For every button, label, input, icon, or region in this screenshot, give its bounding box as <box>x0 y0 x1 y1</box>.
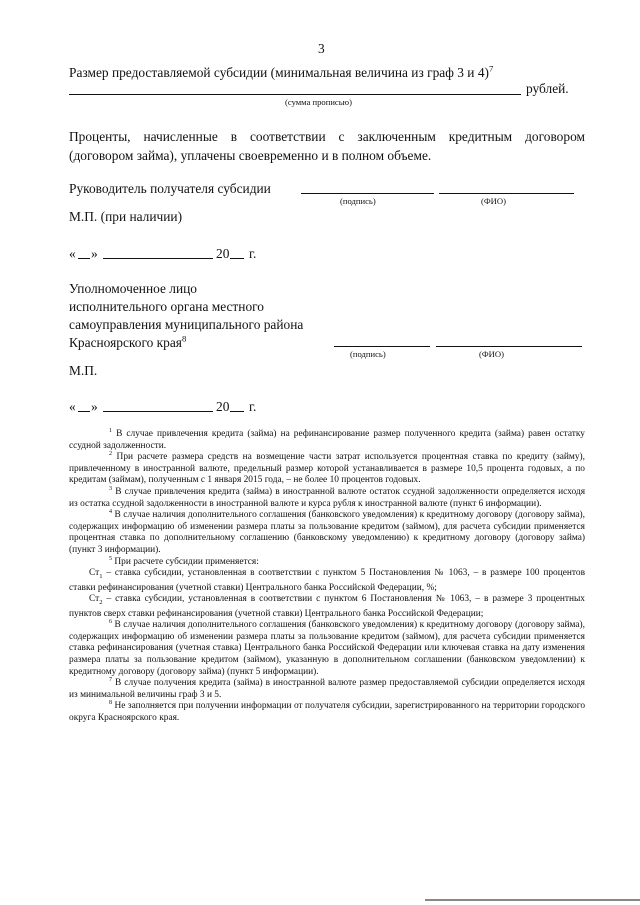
head-signature-caption: (подпись) <box>340 196 376 206</box>
interest-statement: Проценты, начисленные в соответствии с заключенным кредитным договором (договором займа), уплачены своевременно и в полном объеме. <box>69 129 585 163</box>
date2-year-prefix: 20 <box>216 399 230 414</box>
footnote-5-ct2: $Ст_2$ – ставка субсидии, установленная в соответствии с пунктом 6 Постановления № 1063, – в размере 3 процентных пунктов сверх ставки рефинансирования (учетной ставки) Центрального банка Российской Федерации; <box>69 594 585 619</box>
date2-year-suffix: г. <box>249 399 257 414</box>
head-signature-field[interactable] <box>301 193 434 194</box>
date-year-prefix: 20 <box>216 246 230 261</box>
head-label: Руководитель получателя субсидии <box>69 181 271 196</box>
footnote-5-ct1: $Ст_1$ – ставка субсидии, установленная в соответствии с пунктом 5 Постановления № 1063, – в размере 100 процентов ставки рефинансирования (учетной ставки) Центрального банка Российской Федерации, %; <box>69 568 585 593</box>
official-line-3: самоуправления муниципального района <box>69 317 304 332</box>
subsidy-currency: рублей. <box>526 81 569 96</box>
date-year-suffix: г. <box>249 246 257 261</box>
date-close-quote: » <box>91 246 98 261</box>
date2-month-field[interactable] <box>103 411 213 412</box>
footnote-7: $^7$ В случае получения кредита (займа) в иностранной валюте размер предоставляемой субсидии определяется исходя из минимальной величины граф 3 и 5. <box>69 677 585 700</box>
official-line-2: исполнительного органа местного <box>69 299 265 314</box>
official-stamp-label: М.П. <box>69 363 98 378</box>
official-line-1: Уполномоченное лицо <box>69 281 197 296</box>
date2-year-field[interactable] <box>230 411 244 412</box>
date-open-quote: « <box>69 246 76 261</box>
official-line-4: Красноярского края$^8$ <box>69 333 187 350</box>
date2-open-quote: « <box>69 399 76 414</box>
subsidy-amount-caption: (сумма прописью) <box>285 97 352 107</box>
footnote-5: $^5$ При расчете субсидии применяется: <box>109 555 259 567</box>
head-stamp-label: М.П. (при наличии) <box>69 209 183 224</box>
date-month-field[interactable] <box>103 258 213 259</box>
official-name-field[interactable] <box>436 346 582 347</box>
footnote-3: $^3$ В случае привлечения кредита (займа) в иностранной валюте остаток ссудной задолженности определяется исходя из остатка ссудной задолженности в иностранной валюте и курса рубля к иностранной валюте (пункт 6 информации). <box>69 485 586 509</box>
footnote-6: $^6$ В случае наличия дополнительного соглашения (банковского уведомления) к кредитному договору (договору займа), содержащих информацию об изменении размера платы за пользование кредитом (займом), для расчета субсидии применяется ставка рефинансирования (учетная ставка) Центрального банка Российской Федерации или ключевая ставка на дату изменения размера платы за пользование кредитом (займом), указанную в дополнительном соглашении (банковском уведомлении) к кредитному договору (договору займа) (пункт 5 информации). <box>69 619 586 677</box>
date-year-field[interactable] <box>230 258 244 259</box>
head-name-caption: (ФИО) <box>481 196 506 206</box>
date2-day-field[interactable] <box>78 411 90 412</box>
footnote-2: $^2$ При расчете размера средств на возмещение части затрат используется процентная ставка по кредиту (займу), привлеченному в иностранной валюте, предельный размер которой устанавливается в размере 10,5 процента годовых, а по кредитам (займам), полученным с 1 января 2015 года, – не более 10 процентов годовых. <box>69 451 586 486</box>
head-name-field[interactable] <box>439 193 574 194</box>
date-day-field[interactable] <box>78 258 90 259</box>
official-signature-caption: (подпись) <box>350 349 386 359</box>
date2-close-quote: » <box>91 399 98 414</box>
official-signature-field[interactable] <box>334 346 430 347</box>
footnote-1: $^1$ В случае привлечения кредита (займа) на рефинансирование размер полученного кредита (займа) равен остатку ссудной задолженности. <box>69 427 585 451</box>
footnote-4: $^4$ В случае наличия дополнительного соглашения (банковского уведомления) к кредитному договору (договору займа), содержащих информацию об изменении размера платы за пользование кредитом (займом), для расчета субсидии применяется процентная ставка по дополнительному соглашению (банковскому уведомлению) к кредитному договору (договору займа) (пункт 3 информации). <box>69 509 586 555</box>
scan-edge-line <box>425 899 640 901</box>
page-number: 3 <box>318 41 325 56</box>
subsidy-amount-label: Размер предоставляемой субсидии (минимальная величина из граф 3 и 4)$^7$ <box>69 63 494 80</box>
official-name-caption: (ФИО) <box>479 349 504 359</box>
footnotes <box>69 429 585 725</box>
footnote-8: $^8$ Не заполняется при получении информации от получателя субсидии, зарегистрированного на территории городского округа Красноярского края. <box>69 700 586 723</box>
subsidy-amount-field[interactable] <box>69 94 521 95</box>
